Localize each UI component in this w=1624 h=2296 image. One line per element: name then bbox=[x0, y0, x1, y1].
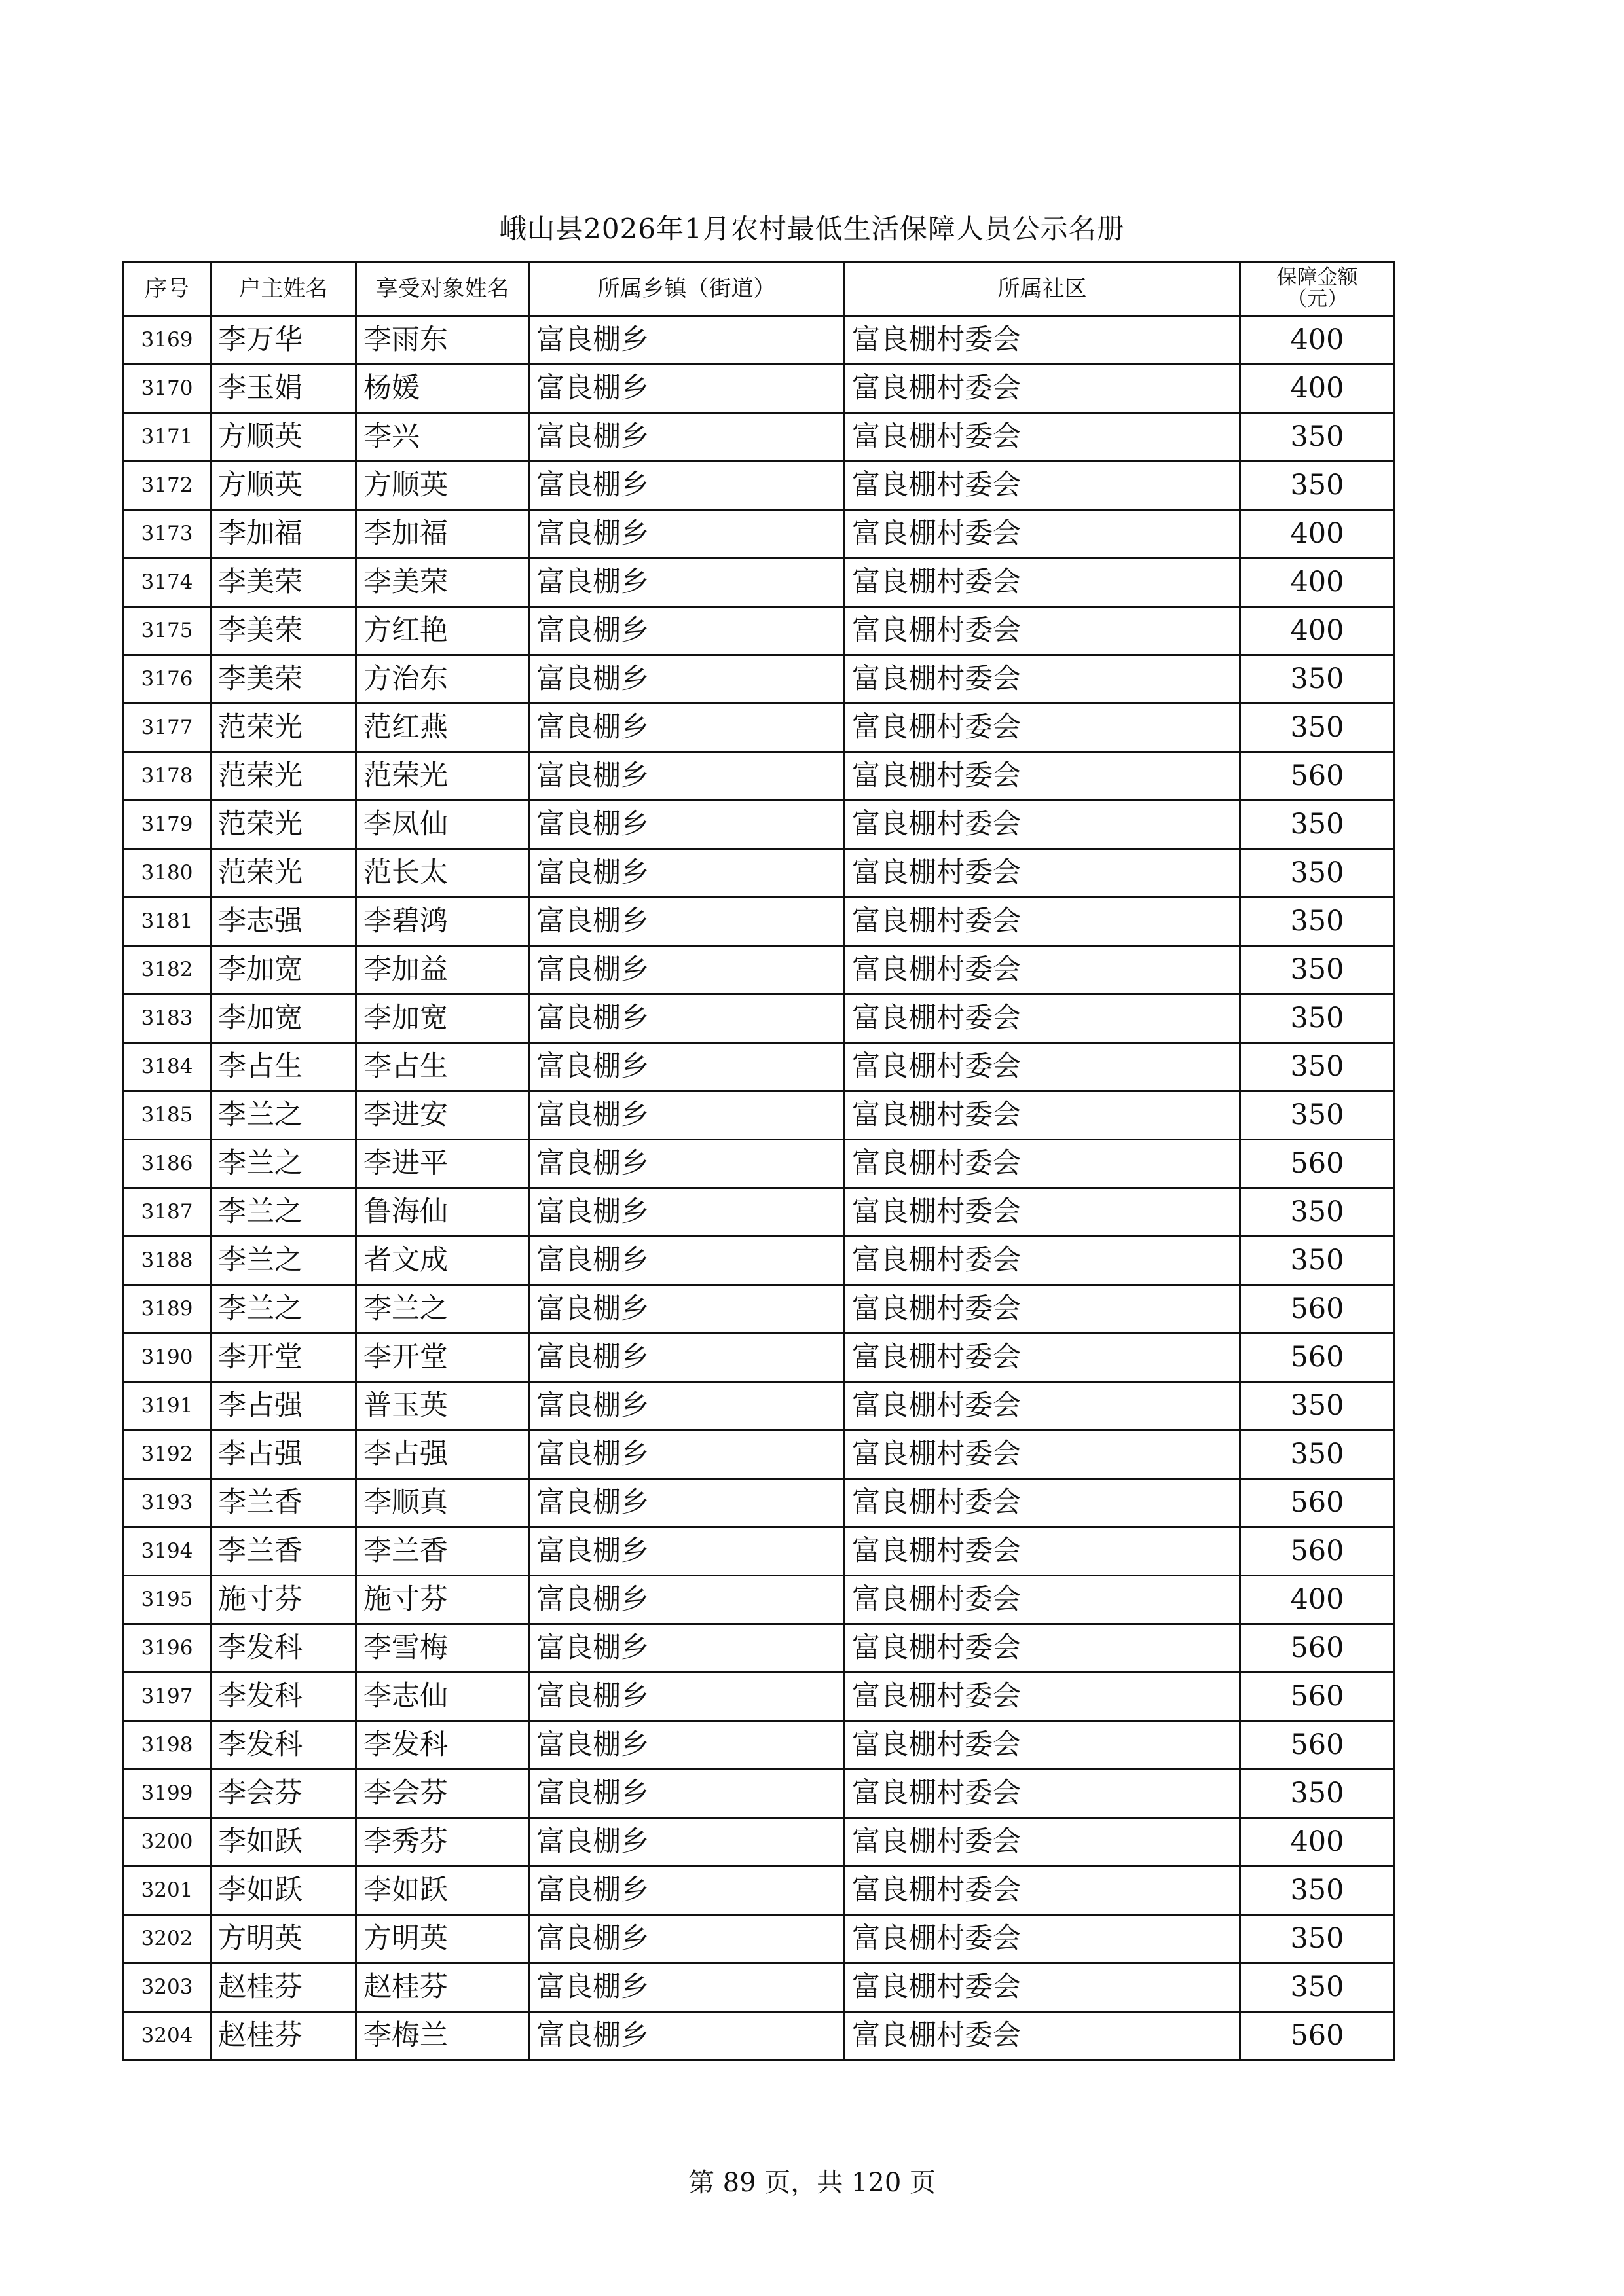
cell-no: 3173 bbox=[124, 510, 211, 558]
cell-beneficiary: 李雪梅 bbox=[356, 1624, 529, 1673]
page-title: 峨山县2026年1月农村最低生活保障人员公示名册 bbox=[499, 213, 1125, 245]
cell-amount: 350 bbox=[1240, 898, 1395, 946]
cell-beneficiary: 李加益 bbox=[356, 946, 529, 994]
cell-town: 富良棚乡 bbox=[529, 1091, 845, 1140]
cell-householder: 范荣光 bbox=[211, 704, 356, 752]
cell-no: 3170 bbox=[124, 365, 211, 413]
table-row bbox=[124, 1721, 1395, 1770]
cell-town: 富良棚乡 bbox=[529, 1673, 845, 1721]
cell-community: 富良棚村委会 bbox=[845, 2012, 1240, 2060]
cell-beneficiary: 李梅兰 bbox=[356, 2012, 529, 2060]
cell-community: 富良棚村委会 bbox=[845, 1721, 1240, 1770]
cell-community: 富良棚村委会 bbox=[845, 1140, 1240, 1188]
table-row bbox=[124, 1140, 1395, 1188]
cell-no: 3204 bbox=[124, 2012, 211, 2060]
cell-householder: 李开堂 bbox=[211, 1334, 356, 1382]
cell-beneficiary: 李开堂 bbox=[356, 1334, 529, 1382]
cell-householder: 李占强 bbox=[211, 1382, 356, 1430]
cell-amount: 350 bbox=[1240, 1043, 1395, 1091]
cell-community: 富良棚村委会 bbox=[845, 1479, 1240, 1527]
cell-amount: 350 bbox=[1240, 1188, 1395, 1237]
table-row bbox=[124, 994, 1395, 1043]
cell-amount: 350 bbox=[1240, 1915, 1395, 1963]
cell-amount: 400 bbox=[1240, 558, 1395, 607]
cell-householder: 李美荣 bbox=[211, 558, 356, 607]
cell-householder: 范荣光 bbox=[211, 849, 356, 898]
cell-beneficiary: 李碧鸿 bbox=[356, 898, 529, 946]
cell-no: 3190 bbox=[124, 1334, 211, 1382]
cell-householder: 李加宽 bbox=[211, 994, 356, 1043]
cell-community: 富良棚村委会 bbox=[845, 1188, 1240, 1237]
cell-householder: 李兰之 bbox=[211, 1140, 356, 1188]
cell-no: 3196 bbox=[124, 1624, 211, 1673]
table-row bbox=[124, 607, 1395, 655]
cell-town: 富良棚乡 bbox=[529, 316, 845, 365]
cell-householder: 李玉娟 bbox=[211, 365, 356, 413]
cell-beneficiary: 范红燕 bbox=[356, 704, 529, 752]
cell-no: 3178 bbox=[124, 752, 211, 801]
cell-town: 富良棚乡 bbox=[529, 946, 845, 994]
cell-no: 3174 bbox=[124, 558, 211, 607]
cell-amount: 350 bbox=[1240, 413, 1395, 462]
cell-beneficiary: 李加福 bbox=[356, 510, 529, 558]
table-row bbox=[124, 558, 1395, 607]
cell-amount: 560 bbox=[1240, 1527, 1395, 1576]
cell-no: 3186 bbox=[124, 1140, 211, 1188]
cell-beneficiary: 李会芬 bbox=[356, 1770, 529, 1818]
cell-town: 富良棚乡 bbox=[529, 1140, 845, 1188]
cell-town: 富良棚乡 bbox=[529, 1043, 845, 1091]
cell-town: 富良棚乡 bbox=[529, 1576, 845, 1624]
table-row bbox=[124, 1624, 1395, 1673]
cell-town: 富良棚乡 bbox=[529, 1915, 845, 1963]
cell-community: 富良棚村委会 bbox=[845, 1867, 1240, 1915]
table-row bbox=[124, 1043, 1395, 1091]
cell-community: 富良棚村委会 bbox=[845, 994, 1240, 1043]
cell-beneficiary: 范荣光 bbox=[356, 752, 529, 801]
cell-no: 3182 bbox=[124, 946, 211, 994]
table-row bbox=[124, 752, 1395, 801]
cell-town: 富良棚乡 bbox=[529, 365, 845, 413]
cell-community: 富良棚村委会 bbox=[845, 316, 1240, 365]
cell-no: 3180 bbox=[124, 849, 211, 898]
cell-amount: 350 bbox=[1240, 1963, 1395, 2012]
cell-householder: 施寸芬 bbox=[211, 1576, 356, 1624]
cell-community: 富良棚村委会 bbox=[845, 1624, 1240, 1673]
cell-community: 富良棚村委会 bbox=[845, 801, 1240, 849]
cell-beneficiary: 赵桂芬 bbox=[356, 1963, 529, 2012]
table-row bbox=[124, 946, 1395, 994]
cell-amount: 560 bbox=[1240, 1721, 1395, 1770]
table-row bbox=[124, 1673, 1395, 1721]
cell-householder: 方顺英 bbox=[211, 462, 356, 510]
cell-householder: 李万华 bbox=[211, 316, 356, 365]
cell-town: 富良棚乡 bbox=[529, 1382, 845, 1430]
cell-community: 富良棚村委会 bbox=[845, 1237, 1240, 1285]
cell-beneficiary: 施寸芬 bbox=[356, 1576, 529, 1624]
table-row bbox=[124, 1867, 1395, 1915]
cell-community: 富良棚村委会 bbox=[845, 1818, 1240, 1867]
cell-amount: 400 bbox=[1240, 510, 1395, 558]
cell-town: 富良棚乡 bbox=[529, 462, 845, 510]
cell-amount: 400 bbox=[1240, 607, 1395, 655]
cell-community: 富良棚村委会 bbox=[845, 1527, 1240, 1576]
cell-community: 富良棚村委会 bbox=[845, 1043, 1240, 1091]
cell-town: 富良棚乡 bbox=[529, 607, 845, 655]
cell-householder: 李发科 bbox=[211, 1673, 356, 1721]
header-amount bbox=[1240, 262, 1395, 316]
cell-beneficiary: 鲁海仙 bbox=[356, 1188, 529, 1237]
cell-no: 3172 bbox=[124, 462, 211, 510]
cell-beneficiary: 李如跃 bbox=[356, 1867, 529, 1915]
cell-amount: 400 bbox=[1240, 365, 1395, 413]
cell-amount: 560 bbox=[1240, 1624, 1395, 1673]
table-row bbox=[124, 413, 1395, 462]
header-amount-line1: 保障金额 bbox=[1276, 266, 1358, 289]
table-row bbox=[124, 462, 1395, 510]
cell-householder: 李会芬 bbox=[211, 1770, 356, 1818]
cell-town: 富良棚乡 bbox=[529, 1867, 845, 1915]
cell-amount: 560 bbox=[1240, 1140, 1395, 1188]
cell-amount: 560 bbox=[1240, 752, 1395, 801]
cell-householder: 方顺英 bbox=[211, 413, 356, 462]
cell-householder: 李志强 bbox=[211, 898, 356, 946]
cell-amount: 560 bbox=[1240, 2012, 1395, 2060]
cell-no: 3175 bbox=[124, 607, 211, 655]
table-row bbox=[124, 2012, 1395, 2060]
cell-community: 富良棚村委会 bbox=[845, 704, 1240, 752]
cell-community: 富良棚村委会 bbox=[845, 1430, 1240, 1479]
cell-no: 3193 bbox=[124, 1479, 211, 1527]
cell-town: 富良棚乡 bbox=[529, 1285, 845, 1334]
cell-beneficiary: 李占生 bbox=[356, 1043, 529, 1091]
table-row bbox=[124, 316, 1395, 365]
cell-householder: 李如跃 bbox=[211, 1818, 356, 1867]
cell-community: 富良棚村委会 bbox=[845, 655, 1240, 704]
cell-amount: 350 bbox=[1240, 1091, 1395, 1140]
cell-town: 富良棚乡 bbox=[529, 2012, 845, 2060]
cell-amount: 350 bbox=[1240, 1867, 1395, 1915]
header-no: 序号 bbox=[124, 262, 211, 316]
cell-community: 富良棚村委会 bbox=[845, 607, 1240, 655]
table-row bbox=[124, 1285, 1395, 1334]
cell-householder: 范荣光 bbox=[211, 801, 356, 849]
cell-town: 富良棚乡 bbox=[529, 994, 845, 1043]
cell-town: 富良棚乡 bbox=[529, 801, 845, 849]
cell-town: 富良棚乡 bbox=[529, 1430, 845, 1479]
table-row bbox=[124, 1818, 1395, 1867]
cell-householder: 李兰香 bbox=[211, 1479, 356, 1527]
cell-householder: 李兰之 bbox=[211, 1091, 356, 1140]
cell-beneficiary: 范长太 bbox=[356, 849, 529, 898]
cell-beneficiary: 李兴 bbox=[356, 413, 529, 462]
cell-community: 富良棚村委会 bbox=[845, 752, 1240, 801]
cell-town: 富良棚乡 bbox=[529, 1188, 845, 1237]
table-row bbox=[124, 1188, 1395, 1237]
cell-community: 富良棚村委会 bbox=[845, 558, 1240, 607]
cell-community: 富良棚村委会 bbox=[845, 898, 1240, 946]
cell-community: 富良棚村委会 bbox=[845, 462, 1240, 510]
cell-beneficiary: 李进安 bbox=[356, 1091, 529, 1140]
table-row bbox=[124, 1382, 1395, 1430]
cell-beneficiary: 普玉英 bbox=[356, 1382, 529, 1430]
cell-amount: 560 bbox=[1240, 1479, 1395, 1527]
cell-householder: 赵桂芬 bbox=[211, 2012, 356, 2060]
cell-no: 3181 bbox=[124, 898, 211, 946]
cell-town: 富良棚乡 bbox=[529, 704, 845, 752]
page-footer: 第 89 页，共 120 页 bbox=[688, 2168, 936, 2198]
cell-community: 富良棚村委会 bbox=[845, 413, 1240, 462]
cell-community: 富良棚村委会 bbox=[845, 1576, 1240, 1624]
cell-amount: 350 bbox=[1240, 462, 1395, 510]
cell-beneficiary: 方红艳 bbox=[356, 607, 529, 655]
cell-amount: 350 bbox=[1240, 849, 1395, 898]
cell-beneficiary: 李进平 bbox=[356, 1140, 529, 1188]
cell-householder: 赵桂芬 bbox=[211, 1963, 356, 2012]
table-row bbox=[124, 704, 1395, 752]
cell-householder: 李美荣 bbox=[211, 607, 356, 655]
table-row bbox=[124, 1237, 1395, 1285]
table-row bbox=[124, 510, 1395, 558]
cell-amount: 400 bbox=[1240, 1818, 1395, 1867]
cell-beneficiary: 者文成 bbox=[356, 1237, 529, 1285]
cell-no: 3177 bbox=[124, 704, 211, 752]
cell-beneficiary: 李占强 bbox=[356, 1430, 529, 1479]
cell-community: 富良棚村委会 bbox=[845, 1334, 1240, 1382]
cell-town: 富良棚乡 bbox=[529, 1624, 845, 1673]
table-row bbox=[124, 849, 1395, 898]
cell-no: 3189 bbox=[124, 1285, 211, 1334]
cell-no: 3194 bbox=[124, 1527, 211, 1576]
cell-no: 3200 bbox=[124, 1818, 211, 1867]
cell-no: 3201 bbox=[124, 1867, 211, 1915]
cell-beneficiary: 李加宽 bbox=[356, 994, 529, 1043]
cell-town: 富良棚乡 bbox=[529, 1527, 845, 1576]
cell-householder: 范荣光 bbox=[211, 752, 356, 801]
cell-no: 3184 bbox=[124, 1043, 211, 1091]
header-beneficiary: 享受对象姓名 bbox=[356, 262, 529, 316]
cell-amount: 560 bbox=[1240, 1334, 1395, 1382]
cell-householder: 李发科 bbox=[211, 1721, 356, 1770]
cell-community: 富良棚村委会 bbox=[845, 1285, 1240, 1334]
cell-householder: 李加福 bbox=[211, 510, 356, 558]
cell-amount: 350 bbox=[1240, 1382, 1395, 1430]
cell-community: 富良棚村委会 bbox=[845, 1091, 1240, 1140]
cell-beneficiary: 李凤仙 bbox=[356, 801, 529, 849]
cell-no: 3197 bbox=[124, 1673, 211, 1721]
cell-town: 富良棚乡 bbox=[529, 510, 845, 558]
cell-town: 富良棚乡 bbox=[529, 898, 845, 946]
cell-householder: 李加宽 bbox=[211, 946, 356, 994]
cell-town: 富良棚乡 bbox=[529, 752, 845, 801]
roster-table bbox=[122, 261, 1395, 2061]
cell-beneficiary: 李发科 bbox=[356, 1721, 529, 1770]
cell-beneficiary: 李雨东 bbox=[356, 316, 529, 365]
cell-amount: 560 bbox=[1240, 1285, 1395, 1334]
cell-community: 富良棚村委会 bbox=[845, 849, 1240, 898]
cell-town: 富良棚乡 bbox=[529, 849, 845, 898]
cell-amount: 350 bbox=[1240, 1237, 1395, 1285]
cell-householder: 李占强 bbox=[211, 1430, 356, 1479]
cell-householder: 李兰之 bbox=[211, 1285, 356, 1334]
cell-amount: 350 bbox=[1240, 994, 1395, 1043]
cell-no: 3195 bbox=[124, 1576, 211, 1624]
header-amount-line2: （元） bbox=[1287, 287, 1348, 311]
table-row bbox=[124, 365, 1395, 413]
cell-beneficiary: 方明英 bbox=[356, 1915, 529, 1963]
cell-town: 富良棚乡 bbox=[529, 1237, 845, 1285]
table-row bbox=[124, 1576, 1395, 1624]
table-row bbox=[124, 1430, 1395, 1479]
cell-town: 富良棚乡 bbox=[529, 1963, 845, 2012]
table-row bbox=[124, 1963, 1395, 2012]
cell-amount: 350 bbox=[1240, 655, 1395, 704]
header-community: 所属社区 bbox=[845, 262, 1240, 316]
table-row bbox=[124, 1091, 1395, 1140]
cell-amount: 560 bbox=[1240, 1673, 1395, 1721]
cell-householder: 李如跃 bbox=[211, 1867, 356, 1915]
cell-beneficiary: 李志仙 bbox=[356, 1673, 529, 1721]
table-row bbox=[124, 1770, 1395, 1818]
cell-community: 富良棚村委会 bbox=[845, 1915, 1240, 1963]
cell-no: 3179 bbox=[124, 801, 211, 849]
header-town: 所属乡镇（街道） bbox=[529, 262, 845, 316]
cell-community: 富良棚村委会 bbox=[845, 510, 1240, 558]
cell-no: 3169 bbox=[124, 316, 211, 365]
cell-amount: 350 bbox=[1240, 801, 1395, 849]
cell-no: 3199 bbox=[124, 1770, 211, 1818]
cell-community: 富良棚村委会 bbox=[845, 1963, 1240, 2012]
table-row bbox=[124, 1915, 1395, 1963]
cell-beneficiary: 李兰香 bbox=[356, 1527, 529, 1576]
cell-town: 富良棚乡 bbox=[529, 1479, 845, 1527]
cell-householder: 李占生 bbox=[211, 1043, 356, 1091]
cell-householder: 李美荣 bbox=[211, 655, 356, 704]
cell-no: 3192 bbox=[124, 1430, 211, 1479]
cell-no: 3187 bbox=[124, 1188, 211, 1237]
table-row bbox=[124, 1527, 1395, 1576]
cell-beneficiary: 方顺英 bbox=[356, 462, 529, 510]
cell-beneficiary: 李兰之 bbox=[356, 1285, 529, 1334]
cell-town: 富良棚乡 bbox=[529, 1334, 845, 1382]
table-row bbox=[124, 898, 1395, 946]
cell-town: 富良棚乡 bbox=[529, 558, 845, 607]
cell-beneficiary: 李顺真 bbox=[356, 1479, 529, 1527]
cell-beneficiary: 方治东 bbox=[356, 655, 529, 704]
cell-town: 富良棚乡 bbox=[529, 1818, 845, 1867]
table-row bbox=[124, 1334, 1395, 1382]
table-row bbox=[124, 655, 1395, 704]
cell-town: 富良棚乡 bbox=[529, 1721, 845, 1770]
cell-no: 3188 bbox=[124, 1237, 211, 1285]
cell-beneficiary: 李美荣 bbox=[356, 558, 529, 607]
table-row bbox=[124, 801, 1395, 849]
cell-town: 富良棚乡 bbox=[529, 1770, 845, 1818]
cell-no: 3176 bbox=[124, 655, 211, 704]
cell-amount: 400 bbox=[1240, 1576, 1395, 1624]
cell-no: 3171 bbox=[124, 413, 211, 462]
cell-community: 富良棚村委会 bbox=[845, 1673, 1240, 1721]
cell-town: 富良棚乡 bbox=[529, 413, 845, 462]
cell-no: 3202 bbox=[124, 1915, 211, 1963]
cell-community: 富良棚村委会 bbox=[845, 365, 1240, 413]
cell-beneficiary: 杨媛 bbox=[356, 365, 529, 413]
cell-town: 富良棚乡 bbox=[529, 655, 845, 704]
cell-no: 3198 bbox=[124, 1721, 211, 1770]
cell-no: 3183 bbox=[124, 994, 211, 1043]
cell-beneficiary: 李秀芬 bbox=[356, 1818, 529, 1867]
roster-body bbox=[124, 316, 1395, 2060]
cell-householder: 方明英 bbox=[211, 1915, 356, 1963]
cell-amount: 350 bbox=[1240, 946, 1395, 994]
cell-householder: 李兰香 bbox=[211, 1527, 356, 1576]
cell-community: 富良棚村委会 bbox=[845, 1382, 1240, 1430]
cell-amount: 350 bbox=[1240, 1430, 1395, 1479]
table-header-row bbox=[124, 262, 1395, 316]
table-row bbox=[124, 1479, 1395, 1527]
cell-amount: 350 bbox=[1240, 704, 1395, 752]
cell-householder: 李发科 bbox=[211, 1624, 356, 1673]
cell-householder: 李兰之 bbox=[211, 1188, 356, 1237]
cell-community: 富良棚村委会 bbox=[845, 1770, 1240, 1818]
cell-amount: 350 bbox=[1240, 1770, 1395, 1818]
cell-community: 富良棚村委会 bbox=[845, 946, 1240, 994]
header-householder: 户主姓名 bbox=[211, 262, 356, 316]
cell-amount: 400 bbox=[1240, 316, 1395, 365]
cell-no: 3191 bbox=[124, 1382, 211, 1430]
cell-no: 3185 bbox=[124, 1091, 211, 1140]
cell-no: 3203 bbox=[124, 1963, 211, 2012]
cell-householder: 李兰之 bbox=[211, 1237, 356, 1285]
